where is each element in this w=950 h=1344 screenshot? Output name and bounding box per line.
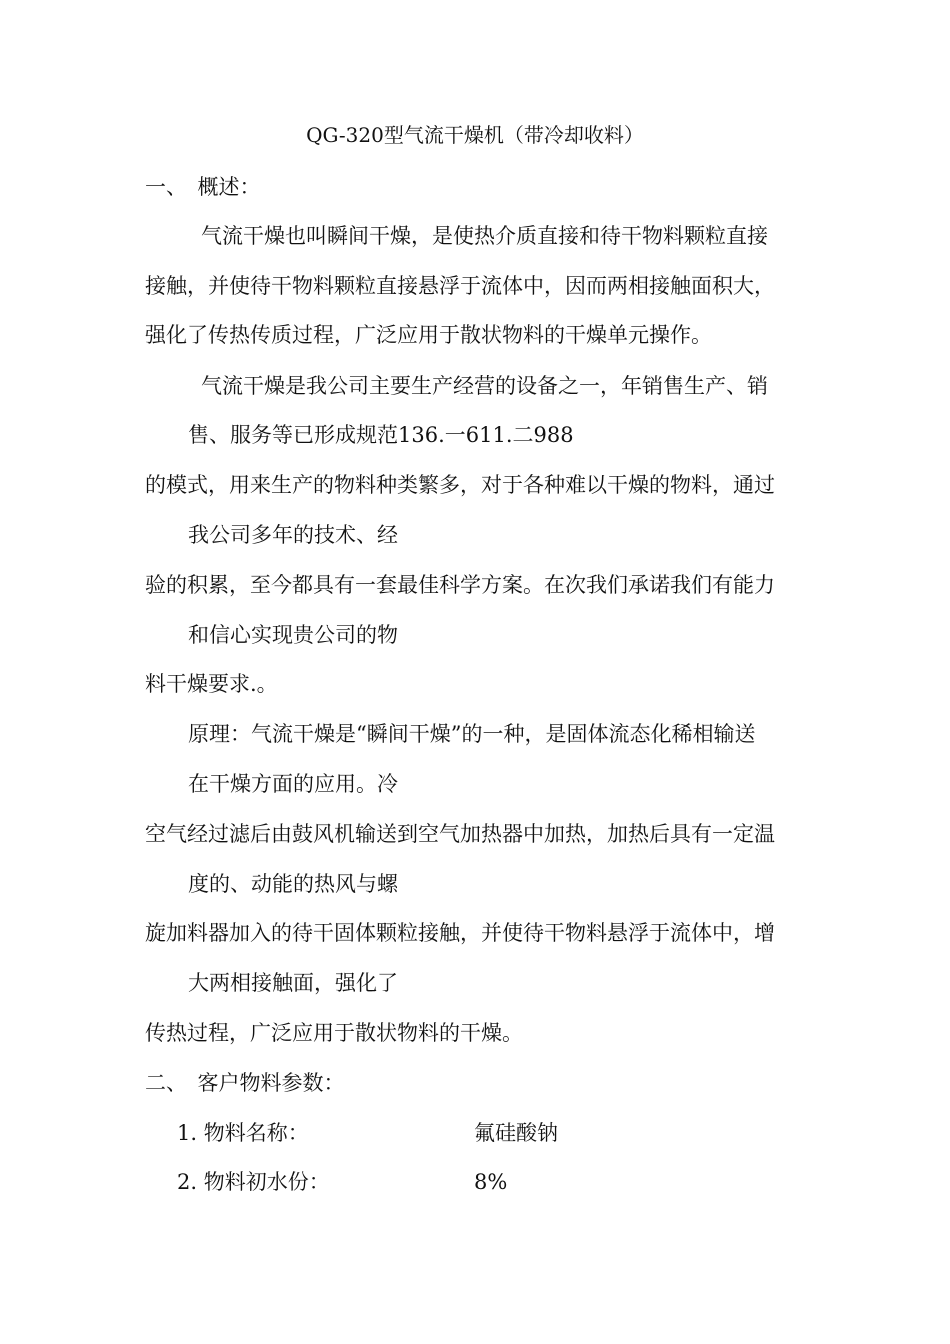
param-label: 1. 物料名称： xyxy=(177,1121,309,1145)
paragraph-line: 旋加料器加入的待干固体颗粒接触，并使待干物料悬浮于流体中，增 xyxy=(145,921,775,945)
document-title: QG-320型气流干燥机（带冷却收料） xyxy=(306,123,644,147)
paragraph-line: 气流干燥也叫瞬间干燥，是使热介质直接和待干物料颗粒直接 xyxy=(180,224,768,248)
paragraph-line: 我公司多年的技术、经 xyxy=(188,523,398,547)
paragraph-line: 验的积累，至今都具有一套最佳科学方案。在次我们承诺我们有能力 xyxy=(145,573,775,597)
paragraph-line: 接触，并使待干物料颗粒直接悬浮于流体中，因而两相接触面积大， xyxy=(145,274,775,298)
param-value: 8% xyxy=(474,1170,508,1194)
paragraph-line: 售、服务等已形成规范136.一611.二988 xyxy=(188,423,574,447)
paragraph-line: 空气经过滤后由鼓风机输送到空气加热器中加热，加热后具有一定温 xyxy=(145,822,775,846)
param-label: 2. 物料初水份： xyxy=(177,1170,330,1194)
section-heading: 二、 客户物料参数： xyxy=(145,1071,345,1095)
param-value: 氟硅酸钠 xyxy=(474,1121,558,1145)
paragraph-line: 和信心实现贵公司的物 xyxy=(188,623,398,647)
paragraph-line: 原理：气流干燥是“瞬间干燥”的一种，是固体流态化稀相输送 xyxy=(188,722,756,746)
paragraph-line: 气流干燥是我公司主要生产经营的设备之一，年销售生产、销 xyxy=(180,374,768,398)
section-heading: 一、 概述： xyxy=(145,175,261,199)
paragraph-line: 大两相接触面，强化了 xyxy=(188,971,398,995)
paragraph-line: 在干燥方面的应用。冷 xyxy=(188,772,398,796)
paragraph-line: 传热过程，广泛应用于散状物料的干燥。 xyxy=(145,1021,523,1045)
paragraph-line: 料干燥要求.。 xyxy=(145,672,278,696)
paragraph-line: 强化了传热传质过程，广泛应用于散状物料的干燥单元操作。 xyxy=(145,323,712,347)
paragraph-line: 度的、动能的热风与螺 xyxy=(188,872,398,896)
paragraph-line: 的模式，用来生产的物料种类繁多，对于各种难以干燥的物料，通过 xyxy=(145,473,775,497)
